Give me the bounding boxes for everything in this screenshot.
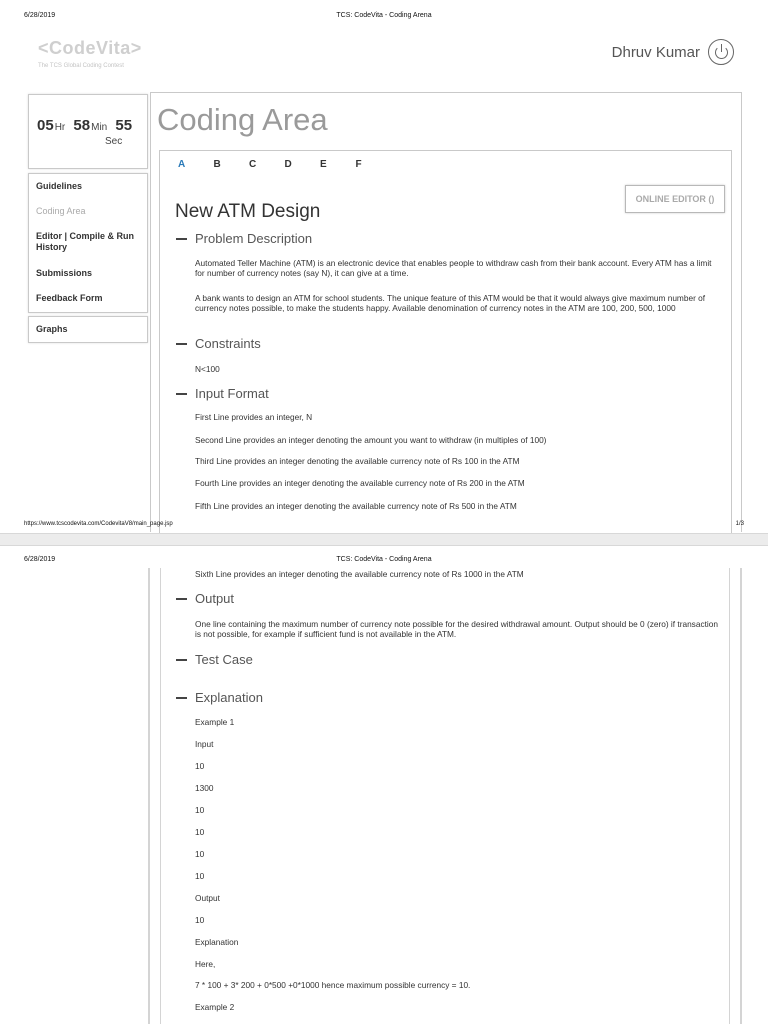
example-line: 10 bbox=[195, 805, 205, 815]
section-title: Problem Description bbox=[195, 231, 313, 246]
tab-d[interactable]: D bbox=[284, 159, 292, 170]
codevita-logo[interactable] bbox=[38, 38, 142, 69]
print-header bbox=[0, 12, 768, 26]
example-line: 10 bbox=[195, 827, 205, 837]
example-line: Explanation bbox=[195, 937, 239, 947]
tab-e[interactable]: E bbox=[320, 159, 327, 170]
nav-submissions[interactable]: Submissions bbox=[36, 268, 93, 278]
example-line: Input bbox=[195, 739, 214, 749]
example-line: Here, bbox=[195, 959, 216, 969]
input-line: Third Line provides an integer denoting the available currency note of Rs 100 in the ATM bbox=[195, 456, 520, 466]
section-title: Explanation bbox=[195, 690, 263, 705]
section-problem-description[interactable] bbox=[176, 231, 312, 246]
section-title: Constraints bbox=[195, 336, 261, 351]
page-break bbox=[0, 533, 768, 546]
example-line: 10 bbox=[195, 761, 205, 771]
nav-graphs[interactable]: Graphs bbox=[36, 324, 68, 334]
section-output[interactable] bbox=[176, 591, 234, 606]
print-date: 6/28/2019 bbox=[24, 556, 56, 563]
print-page-title: TCS: CodeVita - Coding Arena bbox=[336, 556, 432, 563]
nav-guidelines[interactable]: Guidelines bbox=[36, 181, 83, 191]
collapse-icon bbox=[176, 697, 187, 699]
logo-text: <CodeVita> bbox=[38, 38, 142, 58]
timer-min-unit: Min bbox=[91, 122, 108, 133]
nav-coding-area[interactable]: Coding Area bbox=[36, 206, 86, 216]
print-url: https://www.tcscodevita.com/CodevitaV8/main_page.jsp bbox=[24, 521, 173, 527]
user-area bbox=[612, 39, 734, 65]
input-line: Sixth Line provides an integer denoting the available currency note of Rs 1000 in the ATM bbox=[195, 569, 524, 579]
timer-sec-unit: Sec bbox=[105, 136, 123, 147]
timer-hr-unit: Hr bbox=[54, 122, 66, 133]
print-date: 6/28/2019 bbox=[24, 12, 56, 19]
section-title: Input Format bbox=[195, 386, 269, 401]
section-input-format[interactable] bbox=[176, 386, 269, 401]
timer-seconds: 55 bbox=[115, 117, 133, 134]
example-line: 7 * 100 + 3* 200 + 0*500 +0*1000 hence maximum possible currency = 10. bbox=[195, 980, 471, 990]
sidebar-nav bbox=[28, 173, 148, 313]
example-line: Example 1 bbox=[195, 717, 235, 727]
tab-f[interactable]: F bbox=[355, 159, 362, 170]
logo-tagline: The TCS Global Coding Contest bbox=[38, 63, 124, 69]
input-line: Fourth Line provides an integer denoting the available currency note of Rs 200 in the ATM bbox=[195, 478, 525, 488]
print-page-number: 1/3 bbox=[735, 521, 744, 527]
timer-hours: 05 bbox=[37, 117, 54, 134]
example-line: 10 bbox=[195, 849, 205, 859]
section-title: Test Case bbox=[195, 652, 253, 667]
example-line: Output bbox=[195, 893, 220, 903]
problem-title: New ATM Design bbox=[175, 201, 321, 222]
example-line: 10 bbox=[195, 915, 205, 925]
tab-b[interactable]: B bbox=[213, 159, 221, 170]
collapse-icon bbox=[176, 393, 187, 395]
nav-feedback-form[interactable]: Feedback Form bbox=[36, 293, 103, 303]
collapse-icon bbox=[176, 598, 187, 600]
example-line: Example 2 bbox=[195, 1002, 235, 1012]
print-page-title: TCS: CodeVita - Coding Arena bbox=[336, 12, 432, 19]
input-line: First Line provides an integer, N bbox=[195, 412, 313, 422]
section-explanation[interactable] bbox=[176, 690, 263, 705]
countdown-timer bbox=[28, 94, 148, 169]
constraint-text: N<100 bbox=[195, 364, 220, 374]
example-line: 1300 bbox=[195, 783, 214, 793]
collapse-icon bbox=[176, 659, 187, 661]
page-title: Coding Area bbox=[157, 102, 328, 137]
input-line: Second Line provides an integer denoting the amount you want to withdraw (in multiples of 100) bbox=[195, 435, 547, 445]
collapse-icon bbox=[176, 343, 187, 345]
tab-c[interactable]: C bbox=[249, 159, 257, 170]
output-text: One line containing the maximum number of currency note possible for the desired withdrawal amount. Output should be 0 (zero) if transaction is not possible, for example if sufficient fund is not available in the ATM. bbox=[195, 619, 718, 639]
power-icon[interactable] bbox=[708, 39, 734, 65]
section-test-case[interactable] bbox=[176, 652, 253, 667]
collapse-icon bbox=[176, 238, 187, 240]
timer-minutes: 58 bbox=[73, 117, 91, 134]
problem-tabs bbox=[178, 159, 391, 170]
section-title: Output bbox=[195, 591, 235, 606]
sidebar-graphs bbox=[28, 316, 148, 343]
input-line: Fifth Line provides an integer denoting the available currency note of Rs 500 in the ATM bbox=[195, 501, 517, 511]
tab-a[interactable]: A bbox=[178, 159, 186, 170]
nav-editor-history[interactable]: Editor | Compile & Run History bbox=[36, 231, 135, 252]
online-editor-button[interactable]: ONLINE EDITOR () bbox=[625, 185, 725, 213]
problem-description-p2: A bank wants to design an ATM for school students. The unique feature of this ATM would be that it would always give maximum number of currency notes possible, to make the students happy. Available denomination of currency notes in the ATM are 100, 200, 500, 1000 bbox=[195, 293, 706, 313]
example-line: 10 bbox=[195, 871, 205, 881]
problem-description-p1: Automated Teller Machine (ATM) is an electronic device that enables people to withdraw cash from their bank account. Every ATM has a limit for number of currency notes (say N), it can give at a time. bbox=[195, 258, 712, 278]
user-name: Dhruv Kumar bbox=[611, 43, 700, 61]
section-constraints[interactable] bbox=[176, 336, 261, 351]
